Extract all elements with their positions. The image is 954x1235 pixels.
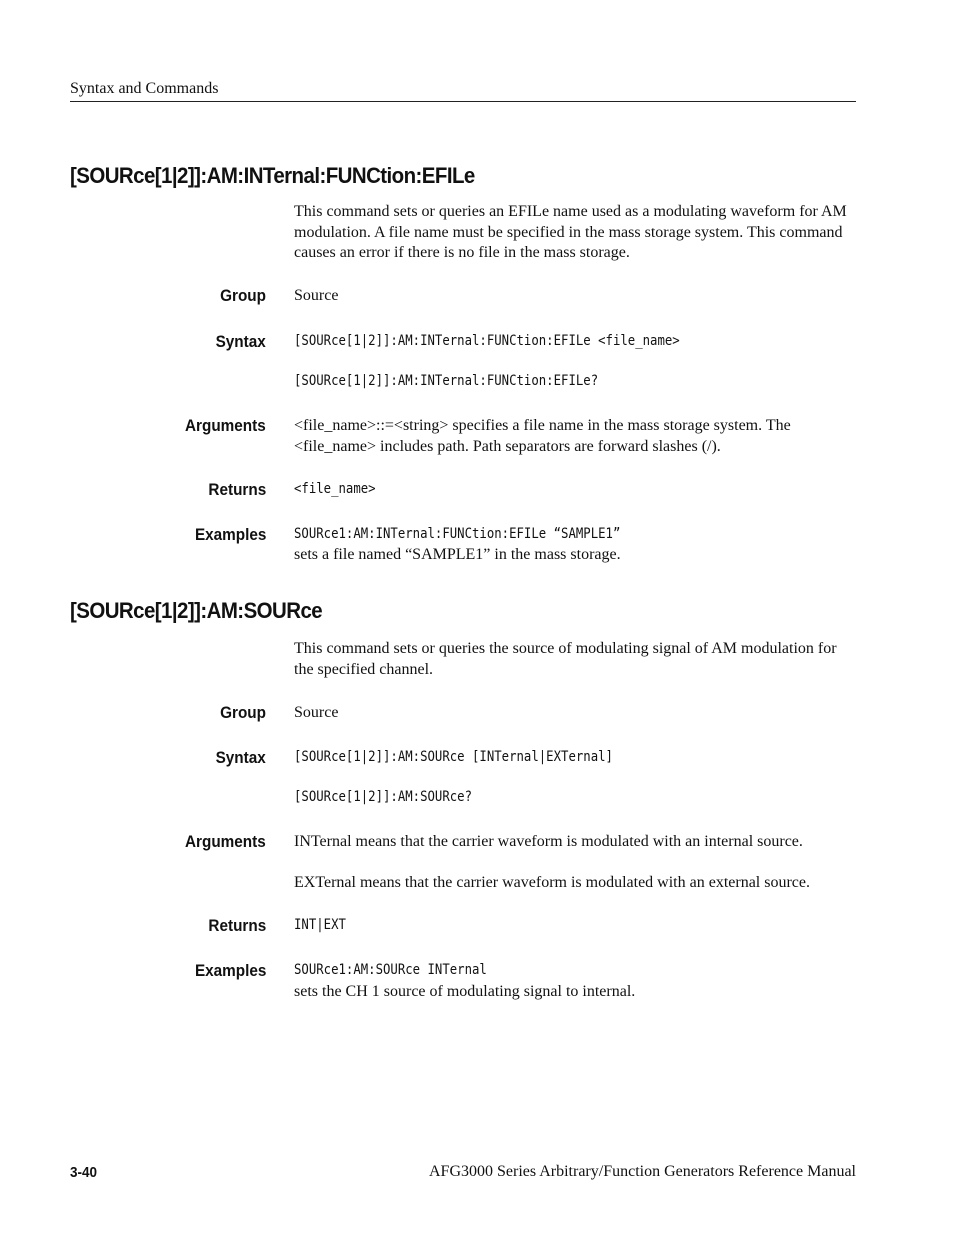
example-text-source: sets the CH 1 source of modulating signal to internal. (294, 983, 636, 1000)
group-label-efile: Group (220, 286, 266, 305)
syntax-label-source: Syntax (215, 748, 266, 767)
section-description-efile: This command sets or queries an EFILe name used as a modulating waveform for AM modulation. A file name must be specified in the mass storage system. This command causes an error if there is no file in the mass storage. (294, 203, 847, 261)
section-description-source: This command sets or queries the source of modulating signal of AM modulation for the specified channel. (294, 640, 837, 678)
header-rule (70, 101, 856, 102)
syntax-query-efile: [SOURce[1|2]]:AM:INTernal:FUNCtion:EFILe? (294, 373, 599, 389)
example-text-efile: sets a file named “SAMPLE1” in the mass storage. (294, 546, 621, 563)
returns-label-source: Returns (208, 916, 266, 935)
examples-label-efile: Examples (194, 525, 266, 544)
section-title-efile: [SOURce[1|2]]:AM:INTernal:FUNCtion:EFILe (70, 163, 475, 188)
arguments-label-efile: Arguments (185, 416, 266, 435)
syntax-set-source: [SOURce[1|2]]:AM:SOURce [INTernal|EXTernal] (294, 749, 613, 765)
group-value-source: Source (294, 704, 339, 721)
arguments-internal-source: INTernal means that the carrier waveform is modulated with an internal source. (294, 833, 803, 850)
syntax-label-efile: Syntax (215, 332, 266, 351)
returns-value-efile: <file_name> (294, 481, 376, 497)
examples-label-source: Examples (194, 961, 266, 980)
running-header: Syntax and Commands (70, 80, 219, 97)
returns-label-efile: Returns (208, 480, 266, 499)
syntax-set-efile: [SOURce[1|2]]:AM:INTernal:FUNCtion:EFILe <file_name> (294, 333, 680, 349)
page-number: 3-40 (70, 1164, 98, 1181)
syntax-query-source: [SOURce[1|2]]:AM:SOURce? (294, 789, 473, 805)
group-value-efile: Source (294, 287, 339, 304)
group-label-source: Group (220, 703, 266, 722)
example-code-efile: SOURce1:AM:INTernal:FUNCtion:EFILe “SAMPLE1” (294, 526, 621, 542)
example-code-source: SOURce1:AM:SOURce INTernal (294, 962, 487, 978)
section-title-source: [SOURce[1|2]]:AM:SOURce (70, 598, 323, 623)
manual-title: AFG3000 Series Arbitrary/Function Generators Reference Manual (429, 1163, 856, 1180)
arguments-label-source: Arguments (185, 832, 266, 851)
arguments-text-efile: <file_name>::=<string> specifies a file name in the mass storage system. The <file_name> includes path. Path separators are forward slashes (/). (294, 417, 791, 455)
returns-value-source: INT|EXT (294, 917, 346, 933)
arguments-external-source: EXTernal means that the carrier waveform is modulated with an external source. (294, 874, 811, 891)
